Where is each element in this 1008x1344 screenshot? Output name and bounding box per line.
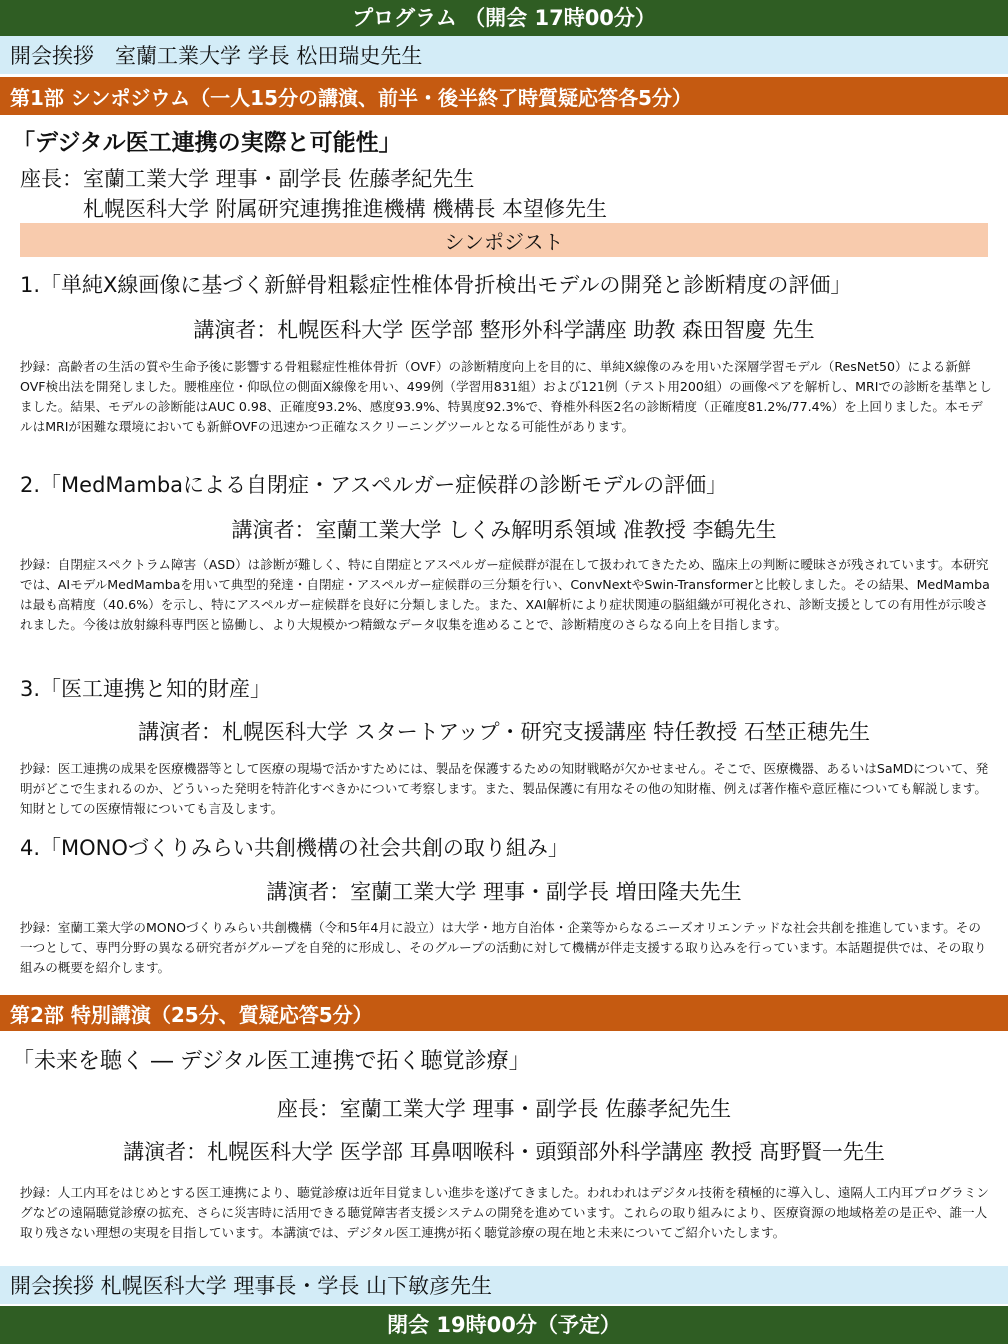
talk-4-abstract: 抄録：室蘭工業大学のMONOづくりみらい共創機構（令和5年4月に設立）は大学・地方自治体・企業等からなるニーズオリエンテッドな社会共創を推進しています。その一つとして、専門分野の異なる研究者がグループを自発的に形成し、そのグループの活動に対して機構が伴走支援する取り込みを行っています。本話題提供では、その取り組みの概要を紹介します。 [20,920,987,975]
symposium-title: 「デジタル医工連携の実際と可能性」 [12,130,402,156]
talk-4-speaker: 講演者：室蘭工業大学 理事・副学長 増田隆夫先生 [266,880,742,904]
talk-1-title: 1.「単純X線画像に基づく新鮮骨粗鬆症性椎体骨折検出モデルの開発と診断精度の評価」 [20,273,852,297]
special-lecture-abstract: 抄録：人工内耳をはじめとする医工連携により、聴覚診療は近年目覚ましい進歩を遂げてきました。われわれはデジタル技術を積極的に導入し、遠隔人工内耳プログラミングなどの遠隔聴覚診療の拡充、さらに災害時に活用できる聴覚障害者支援システムの開発を進めています。これらの取り組みにより、医療資源の地域格差の是正や、誰一人取り残さない理想の実現を目指しています。本講演では、デジタル医工連携が拓く聴覚診療の現在地と未来についてご紹介いたします。 [20,1185,989,1240]
closing-address-text: 開会挨拶 札幌医科大学 理事長・学長 山下敏彦先生 [10,1274,493,1298]
talk-1-speaker: 講演者：札幌医科大学 医学部 整形外科学講座 助教 森田智慶 先生 [193,318,815,342]
program-header-text: プログラム （開会 17時00分） [352,5,656,30]
symposists-label: シンポジスト [444,229,564,254]
chair-line-2: 札幌医科大学 附属研究連携推進機構 機構長 本望修先生 [83,197,608,221]
talk-4-title: 4.「MONOづくりみらい共創機構の社会共創の取り組み」 [20,836,569,860]
talk-2-title: 2.「MedMambaによる自閉症・アスペルガー症候群の診断モデルの評価」 [20,473,728,497]
opening-address-text: 開会挨拶 室蘭工業大学 学長 松田瑞史先生 [10,44,423,68]
symposists-bar [20,223,988,257]
special-lecture-chair: 座長：室蘭工業大学 理事・副学長 佐藤孝紀先生 [276,1097,732,1121]
part1-heading-bar [0,77,1008,115]
special-lecture-speaker: 講演者：札幌医科大学 医学部 耳鼻咽喉科・頭頸部外科学講座 教授 髙野賢一先生 [123,1140,885,1164]
talk-3-abstract: 抄録：医工連携の成果を医療機器等として医療の現場で活かすためには、製品を保護するための知財戦略が欠かせません。そこで、医療機器、あるいはSaMDについて、発明がどこで生まれるのか、どういった発明を特許化すべきかについて考察します。また、製品保護に有用なその他の知財権、例えば著作権や意匠権についても解説します。知財としての医療情報についても言及します。 [20,761,989,816]
talk-1-abstract: 抄録：高齢者の生活の質や生命予後に影響する骨粗鬆症性椎体骨折（OVF）の診断精度向上を目的に、単純X線像のみを用いた深層学習モデル（ResNet50）による新鮮OVF検出法を開発しました。腰椎座位・仰臥位の側面X線像を用い、499例（学習用831組）および121例（テスト用200組）の画像ペアを解析し、MRIでの診断を基準としました。結果、モデルの診断能はAUC 0.98、正確度93.2%、感度93.9%、特異度92.3%で、脊椎外科医2名の診断精度（正確度81.2%/77.4%）を上回りました。本モデルはMRIが困難な環境においても新鮮OVFの迅速かつ正確なスクリーニングツールとなる可能性があります。 [20,359,992,434]
chair-line-1: 座長：室蘭工業大学 理事・副学長 佐藤孝紀先生 [20,167,475,191]
closing-address-bar [0,1266,1008,1304]
talk-3-speaker: 講演者：札幌医科大学 スタートアップ・研究支援講座 特任教授 石埜正穂先生 [138,720,870,744]
talk-2-speaker: 講演者：室蘭工業大学 しくみ解明系領域 准教授 李鶴先生 [231,518,777,542]
talk-3-title: 3.「医工連携と知的財産」 [20,677,272,701]
talk-2-abstract: 抄録：自閉症スペクトラム障害（ASD）は診断が難しく、特に自閉症とアスペルガー症候群が混在して扱われてきたため、臨床上の判断に曖昧さが残されています。本研究では、AIモデルMedMambaを用いて典型的発達・自閉症・アスペルガー症候群の三分類を行い、ConvNextやSwin-Transformerと比較しました。その結果、MedMambaは最も高精度（40.6%）を示し、特にアスペルガー症候群を良好に分類しました。また、XAI解析により症状関連の脳組織が可視化され、診断支援としての有用性が示唆されました。今後は放射線科専門医と協働し、より大規模かつ精緻なデータ収集を進めることで、診断精度のさらなる向上を目指します。 [20,557,990,632]
part2-heading-bar [0,995,1008,1031]
program-header [0,0,1008,36]
closing-footer-text: 閉会 19時00分（予定） [387,1312,621,1337]
special-lecture-title: 「未来を聴く ― デジタル医工連携で拓く聴覚診療」 [12,1049,531,1074]
part2-heading: 第2部 特別講演（25分、質疑応答5分） [10,1002,373,1027]
closing-footer [0,1306,1008,1344]
opening-address-bar [0,36,1008,74]
part1-heading: 第1部 シンポジウム（一人15分の講演、前半・後半終了時質疑応答各5分） [10,85,692,110]
